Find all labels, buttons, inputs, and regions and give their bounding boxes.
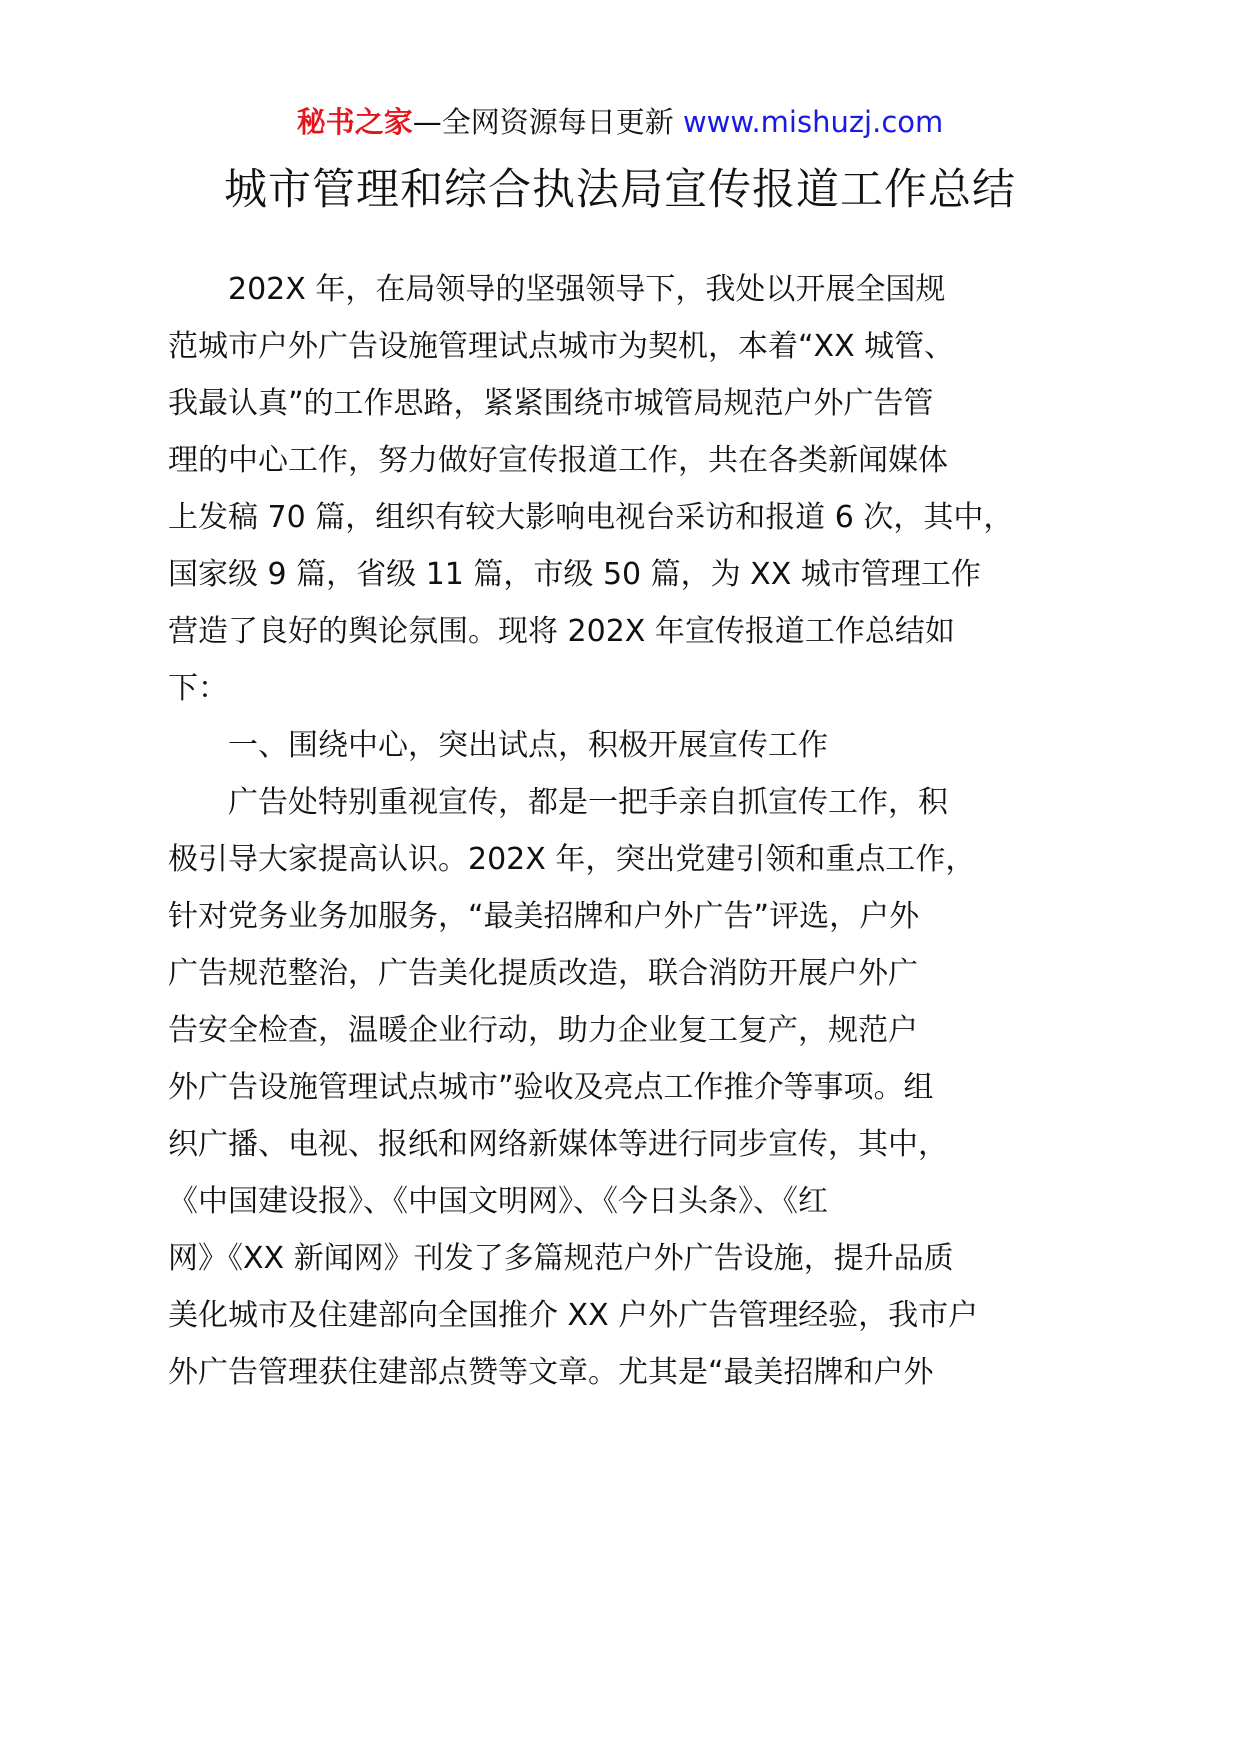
paragraph-line: 织广播、电视、报纸和网络新媒体等进行同步宣传，其中，	[168, 1127, 948, 1162]
paragraph-line: 202X 年，在局领导的坚强领导下，我处以开展全国规	[228, 272, 946, 307]
paragraph-line: 广告处特别重视宣传，都是一把手亲自抓宣传工作，积	[228, 785, 948, 820]
site-slogan: —全网资源每日更新	[412, 105, 683, 139]
paragraph-line: 我最认真”的工作思路，紧紧围绕市城管局规范户外广告管	[168, 386, 934, 421]
site-url-link[interactable]: www.mishuzj.com	[682, 105, 944, 139]
paragraph-line: 《中国建设报》、《中国文明网》、《今日头条》、《红	[168, 1184, 828, 1219]
paragraph-line: 下：	[168, 671, 228, 706]
paragraph-line: 网》《XX 新闻网》刊发了多篇规范户外广告设施，提升品质	[168, 1241, 954, 1276]
brand-name: 秘书之家	[296, 105, 413, 139]
site-header	[0, 102, 1240, 142]
paragraph-line: 外广告设施管理试点城市”验收及亮点工作推介等事项。组	[168, 1070, 934, 1105]
paragraph-line: 美化城市及住建部向全国推介 XX 户外广告管理经验，我市户	[168, 1298, 979, 1333]
paragraph-line: 理的中心工作，努力做好宣传报道工作，共在各类新闻媒体	[168, 443, 948, 478]
paragraph-line: 范城市户外广告设施管理试点城市为契机，本着“XX 城管、	[168, 329, 955, 364]
paragraph-line: 上发稿 70 篇，组织有较大影响电视台采访和报道 6 次，其中，	[168, 500, 1014, 535]
paragraph-line: 营造了良好的舆论氛围。现将 202X 年宣传报道工作总结如	[168, 614, 955, 649]
section-heading: 一、围绕中心，突出试点，积极开展宣传工作	[228, 728, 828, 763]
paragraph-line: 广告规范整治，广告美化提质改造，联合消防开展户外广	[168, 956, 918, 991]
document-title: 城市管理和综合执法局宣传报道工作总结	[224, 165, 1016, 215]
paragraph-line: 针对党务业务加服务，“最美招牌和户外广告”评选，户外	[168, 899, 920, 934]
paragraph-line: 极引导大家提高认识。202X 年，突出党建引领和重点工作，	[168, 842, 976, 877]
paragraph-line: 告安全检查，温暖企业行动，助力企业复工复产，规范户	[168, 1013, 918, 1048]
paragraph-line: 外广告管理获住建部点赞等文章。尤其是“最美招牌和户外	[168, 1355, 934, 1390]
paragraph-line: 国家级 9 篇，省级 11 篇，市级 50 篇，为 XX 城市管理工作	[168, 557, 981, 592]
